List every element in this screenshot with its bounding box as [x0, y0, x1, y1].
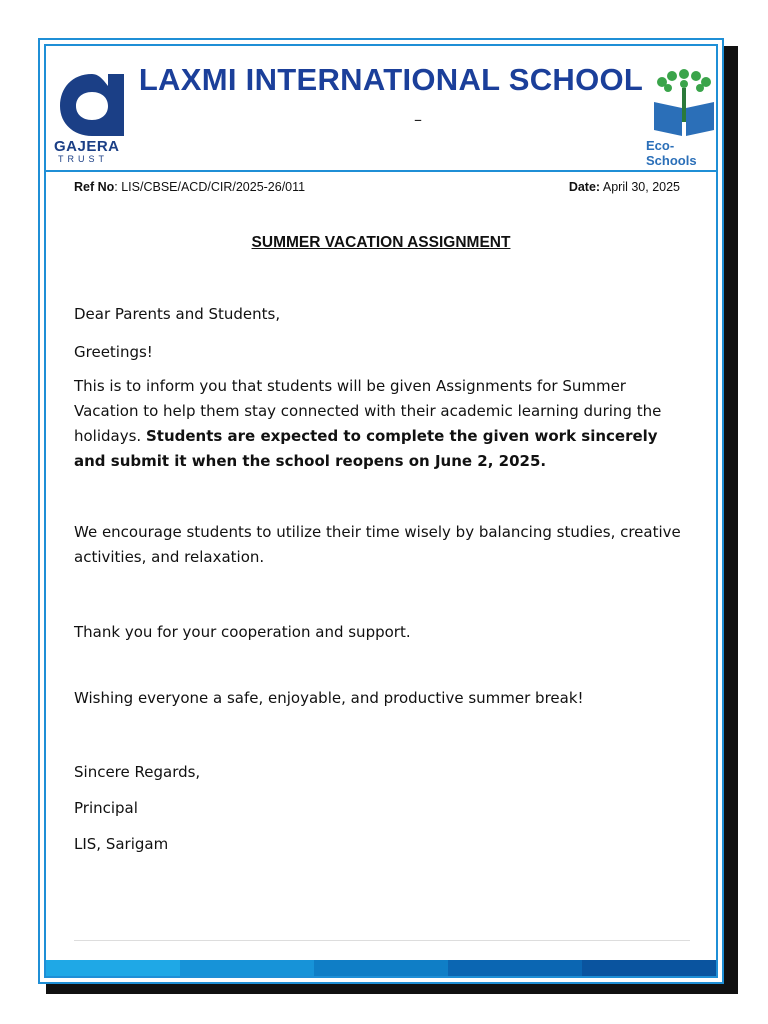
inner-border [44, 44, 718, 978]
footer-segment [448, 960, 582, 976]
paragraph-wishes: Wishing everyone a safe, enjoyable, and productive summer break! [74, 689, 584, 707]
paragraph-encourage: We encourage students to utilize their time wisely by balancing studies, creative activities, and relaxation. [74, 523, 681, 566]
signatory: Principal [74, 799, 138, 817]
salutation: Dear Parents and Students, [74, 305, 281, 323]
school-title: LAXMI INTERNATIONAL SCHOOL [138, 62, 644, 97]
letter-date [569, 180, 680, 194]
eco-schools-label: Eco-Schools [646, 138, 697, 168]
footer-segment [582, 960, 716, 976]
paragraph-thanks: Thank you for your cooperation and support. [74, 623, 411, 641]
date-value: April 30, 2025 [600, 180, 680, 194]
paragraph-assignment [74, 374, 694, 474]
document-title: SUMMER VACATION ASSIGNMENT [251, 234, 511, 251]
footer-segment [314, 960, 448, 976]
letterhead-page [38, 38, 724, 984]
header-divider [46, 170, 716, 172]
greeting: Greetings! [74, 343, 153, 361]
ref-value: : LIS/CBSE/ACD/CIR/2025-26/011 [114, 180, 306, 194]
signatory-place: LIS, Sarigam [74, 835, 169, 853]
header-dash: – [414, 110, 422, 129]
date-label: Date: [568, 180, 601, 194]
paragraph-assignment-text: This is to inform you that students will be given Assignments for Summer Vacation to help them stay connected with their academic learning during the holidays. [74, 377, 662, 445]
footer-segment [180, 960, 314, 976]
footer-segment [46, 960, 180, 976]
footer-rule [74, 940, 690, 941]
footer-color-bar [46, 960, 716, 976]
closing: Sincere Regards, [74, 763, 201, 781]
gajera-label: GAJERA [54, 138, 120, 155]
ref-label: Ref No [74, 180, 115, 194]
paragraph-assignment-emphasis: Students are expected to complete the given work sincerely and submit it when the school reopens on June 2, 2025. [74, 427, 658, 470]
reference-number [74, 180, 305, 194]
trust-label: TRUST [58, 154, 108, 164]
